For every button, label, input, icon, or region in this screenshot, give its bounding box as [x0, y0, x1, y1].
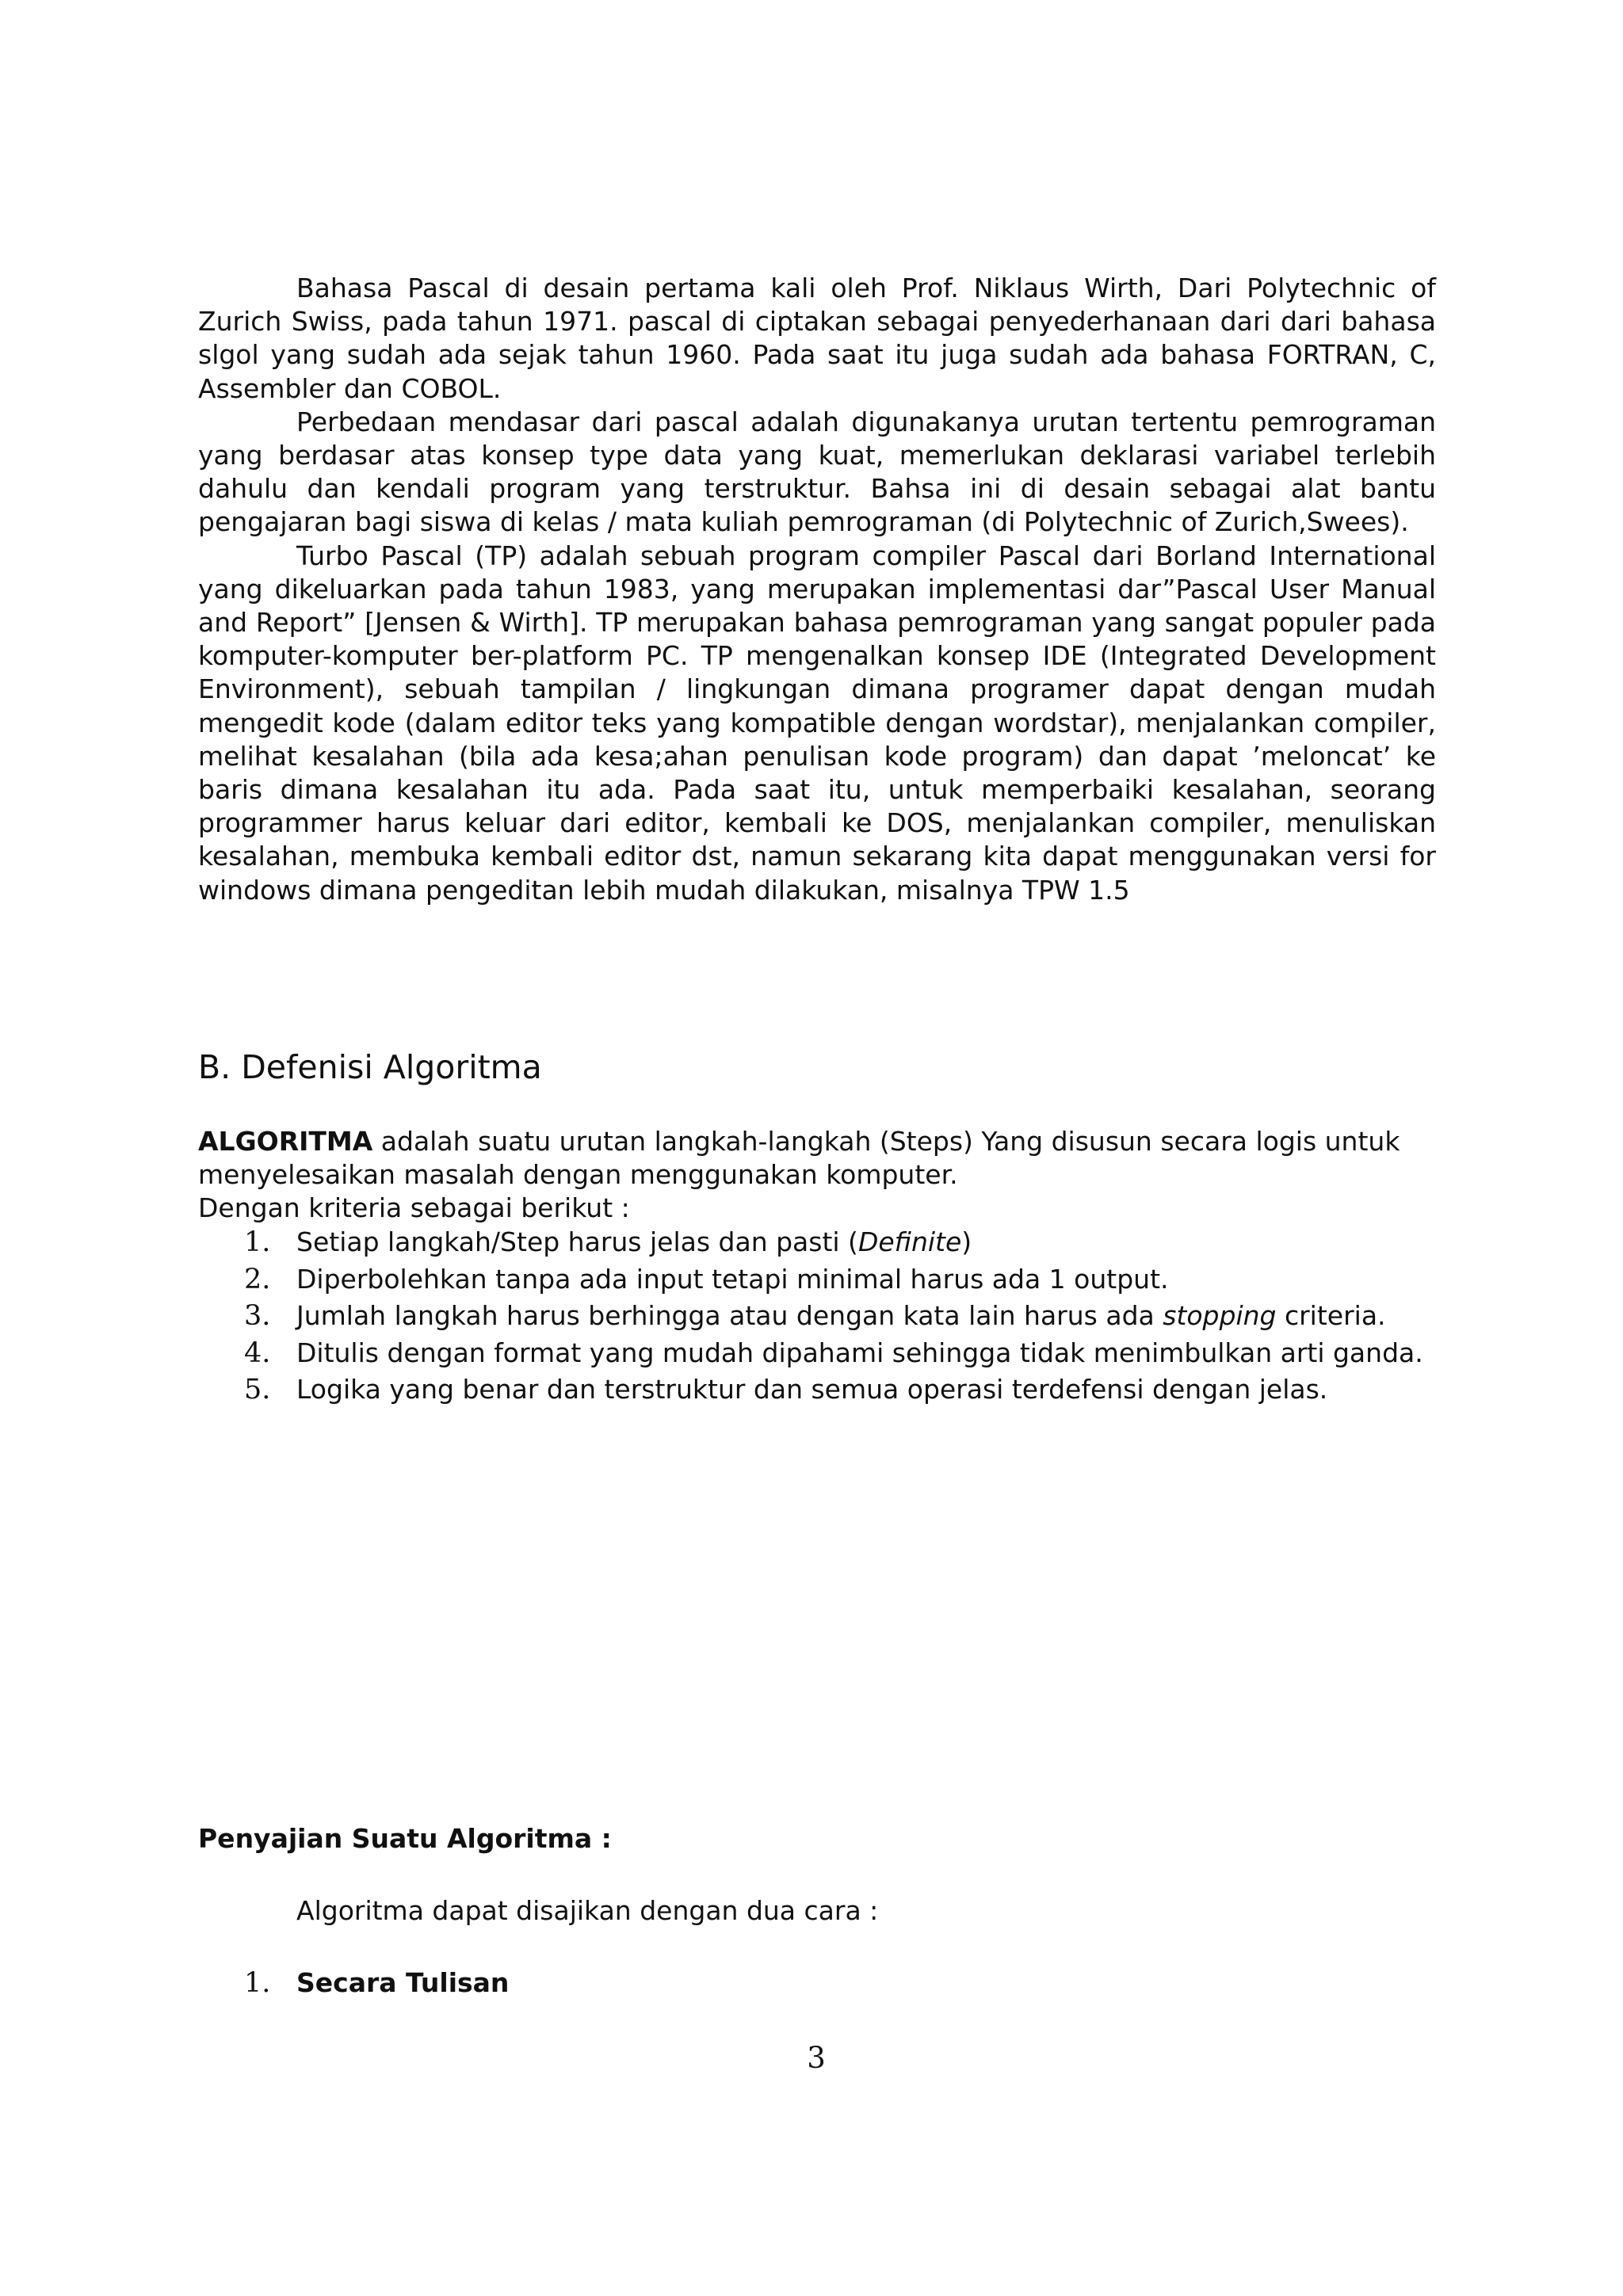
criteria-list	[198, 1225, 1436, 1409]
list-item-italic: stopping	[1163, 1300, 1277, 1331]
list-item	[198, 1336, 1436, 1371]
list-number: 1.	[244, 1226, 271, 1258]
list-item-italic: Definite	[857, 1226, 962, 1257]
list-number: 4.	[244, 1337, 271, 1369]
list-item-text-after: )	[961, 1226, 972, 1257]
list-number: 2.	[244, 1263, 271, 1295]
list-item	[198, 1966, 1436, 2000]
intro-section	[198, 272, 1436, 907]
algorithm-definition-text: adalah suatu urutan langkah-langkah (Steps) Yang disusun secara logis untuk menyelesaikan masalah dengan menggunakan komputer.	[198, 1126, 1400, 1191]
list-item-text: Setiap langkah/Step harus jelas dan pasti (	[296, 1226, 858, 1257]
list-item	[198, 1225, 1436, 1261]
method-label: Secara Tulisan	[296, 1967, 510, 1998]
list-number: 3.	[244, 1300, 271, 1332]
list-number: 1.	[244, 1967, 271, 1999]
section-heading-algorithm-definition: B. Defenisi Algoritma	[198, 1048, 542, 1086]
list-item-text: Logika yang benar dan terstruktur dan semua operasi terdefensi dengan jelas.	[296, 1374, 1328, 1405]
list-item-text: Diperbolehkan tanpa ada input tetapi minimal harus ada 1 output.	[296, 1263, 1169, 1295]
list-item	[198, 1262, 1436, 1298]
presentation-heading: Penyajian Suatu Algoritma :	[198, 1823, 612, 1854]
algorithm-term: ALGORITMA	[198, 1126, 373, 1157]
algorithm-definition	[198, 1125, 1436, 1192]
list-item	[198, 1372, 1436, 1408]
list-item-text: Jumlah langkah harus berhingga atau dengan kata lain harus ada	[296, 1300, 1163, 1331]
list-item-text-after: criteria.	[1276, 1300, 1386, 1331]
presentation-methods-list	[198, 1966, 1436, 2000]
presentation-intro: Algoritma dapat disajikan dengan dua cara :	[296, 1895, 879, 1926]
paragraph-pascal-differences: Perbedaan mendasar dari pascal adalah digunakanya urutan tertentu pemrograman yang berdasar atas konsep type data yang kuat, memerlukan deklarasi variabel terlebih dahulu dan kendali program yang terstruktur. Bahsa ini di desain sebagai alat bantu pengajaran bagi siswa di kelas / mata kuliah pemrograman (di Polytechnic of Zurich,Swees).	[198, 406, 1436, 538]
list-item-text: Ditulis dengan format yang mudah dipahami sehingga tidak menimbulkan arti ganda.	[296, 1337, 1423, 1368]
page-number: 3	[807, 2041, 826, 2075]
list-item	[198, 1299, 1436, 1334]
paragraph-turbo-pascal: Turbo Pascal (TP) adalah sebuah program compiler Pascal dari Borland International yang dikeluarkan pada tahun 1983, yang merupakan implementasi dar”Pascal User Manual and Report” [Jensen & Wirth]. TP merupakan bahasa pemrograman yang sangat populer pada komputer-komputer ber-platform PC. TP mengenalkan konsep IDE (Integrated Development Environment), sebuah tampilan / lingkungan dimana programer dapat dengan mudah mengedit kode (dalam editor teks yang kompatible dengan wordstar), menjalankan compiler, melihat kesalahan (bila ada kesa;ahan penulisan kode program) dan dapat ’meloncat’ ke baris dimana kesalahan itu ada. Pada saat itu, untuk memperbaiki kesalahan, seorang programmer harus keluar dari editor, kembali ke DOS, menjalankan compiler, menuliskan kesalahan, membuka kembali editor dst, namun sekarang kita dapat menggunakan versi for windows dimana pengeditan lebih mudah dilakukan, misalnya TPW 1.5	[198, 540, 1436, 906]
criteria-intro: Dengan kriteria sebagai berikut :	[198, 1192, 630, 1223]
paragraph-pascal-history: Bahasa Pascal di desain pertama kali oleh Prof. Niklaus Wirth, Dari Polytechnic of Zurich Swiss, pada tahun 1971. pascal di ciptakan sebagai penyederhanaan dari dari bahasa slgol yang sudah ada sejak tahun 1960. Pada saat itu juga sudah ada bahasa FORTRAN, C, Assembler dan COBOL.	[198, 273, 1436, 404]
list-number: 5.	[244, 1374, 271, 1405]
